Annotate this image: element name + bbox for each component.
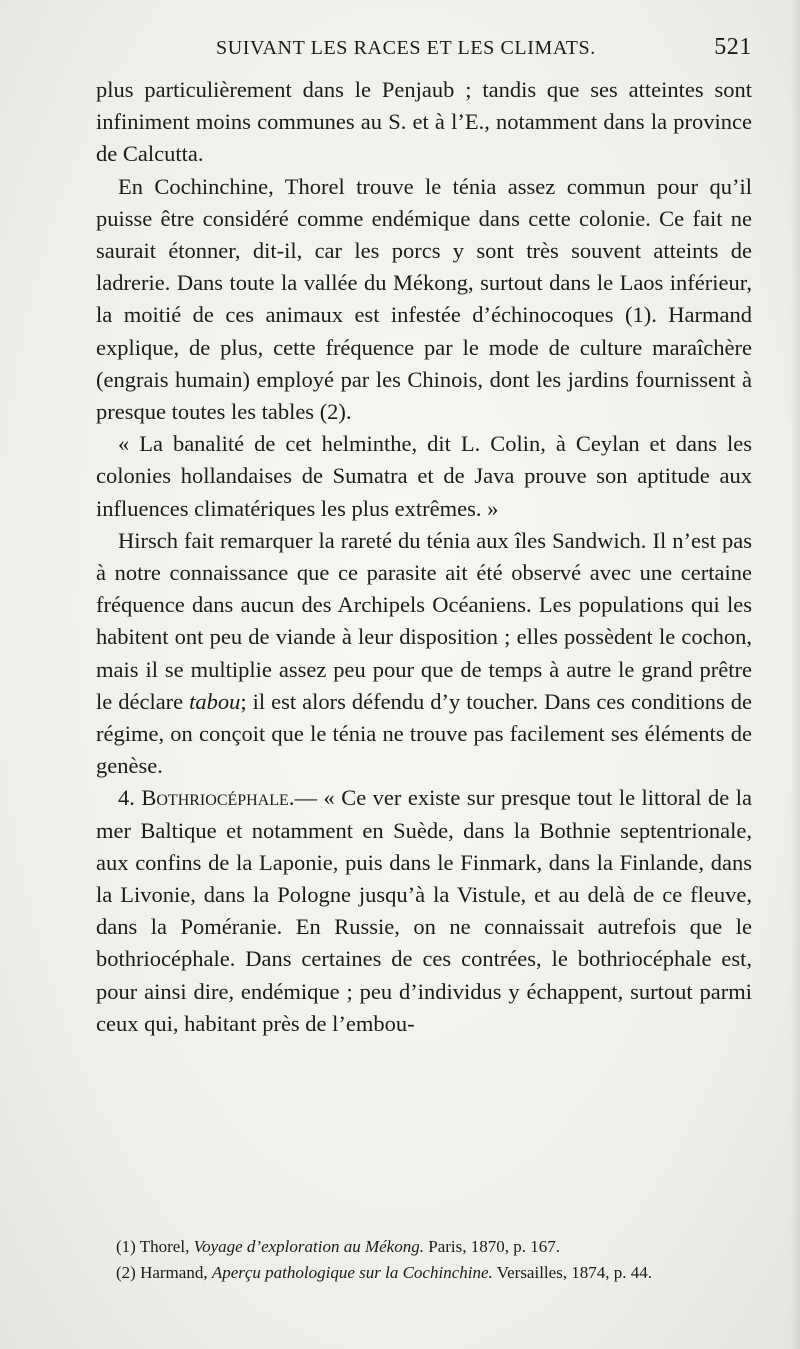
section-heading: Bothriocéphale. (141, 785, 295, 811)
hirsch-text-start: Hirsch fait remarquer la rareté du ténia aux îles Sandwich. Il n’est pas à notre connaissance que ce parasite ait été observé avec une certaine fréquence dans aucun des Archipels Océaniens. Les populations qui les habitent ont peu de viande à leur disposition ; elles possèdent le cochon, mais il se multiplie assez peu pour que de temps à autre le grand prêtre le déclare (96, 527, 752, 714)
scan-shadow-edge (790, 0, 800, 1349)
paragraph-hirsch (96, 525, 752, 783)
footnote-2-label: (2) Harmand, (116, 1263, 208, 1282)
section-number: 4. (118, 785, 135, 811)
footnote-1-title: Voyage d’exploration au Mékong. (193, 1237, 424, 1256)
page-header (216, 34, 752, 74)
italic-term: tabou (189, 688, 241, 714)
paragraph-cochinchine: En Cochinchine, Thorel trouve le ténia assez commun pour qu’il puisse être considéré comme endémique dans cette colonie. Ce fait ne saurait étonner, dit-il, car les porcs y sont très souvent atteints de ladrerie. Dans toute la vallée du Mékong, surtout dans le Laos inférieur, la moitié de ces animaux est infestée d’échinocoques (1). Harmand explique, de plus, cette fréquence par le mode de culture maraîchère (engrais humain) employé par les Chinois, dont les jardins fournissent à presque toutes les tables (2). (96, 173, 752, 425)
hirsch-text-end: ; il est alors défendu d’y toucher. Dans ces conditions de régime, on conçoit que le ténia ne trouve pas facilement ses éléments de genèse. (96, 688, 752, 779)
footnote-1 (96, 1234, 752, 1260)
page-number: 521 (714, 34, 752, 60)
running-title: SUIVANT LES RACES ET LES CLIMATS. (216, 37, 596, 59)
footnote-2-title: Aperçu pathologique sur la Cochinchine. (211, 1263, 493, 1282)
paragraph-bothriocephale (96, 782, 752, 1040)
main-text (96, 74, 752, 1040)
footnotes (96, 1234, 752, 1286)
footnote-2-details: Versailles, 1874, p. 44. (496, 1263, 653, 1282)
footnote-2 (96, 1260, 752, 1286)
paragraph-colin-quote: « La banalité de cet helminthe, dit L. Colin, à Ceylan et dans les colonies hollandaises de Sumatra et de Java prouve son aptitude aux influences climatériques les plus extrêmes. » (96, 431, 752, 521)
paragraph-continuation: plus particulièrement dans le Penjaub ; tandis que ses atteintes sont infiniment moins communes au S. et à l’E., notamment dans la province de Calcutta. (96, 77, 752, 167)
footnote-1-details: Paris, 1870, p. 167. (428, 1237, 560, 1256)
section-text: — « Ce ver existe sur presque tout le littoral de la mer Baltique et notamment en Suède, dans la Bothnie septentrionale, aux confins de la Laponie, puis dans le Finmark, dans la Finlande, dans la Livonie, dans la Pologne jusqu’à la Vistule, et au delà de ce fleuve, dans la Poméranie. En Russie, on ne connaissait autrefois que le bothriocéphale. Dans certaines de ces contrées, le bothriocéphale est, pour ainsi dire, endémique ; peu d’individus y échappent, surtout parmi ceux qui, habitant près de l’embou- (96, 785, 752, 1036)
footnote-1-label: (1) Thorel, (116, 1237, 190, 1256)
